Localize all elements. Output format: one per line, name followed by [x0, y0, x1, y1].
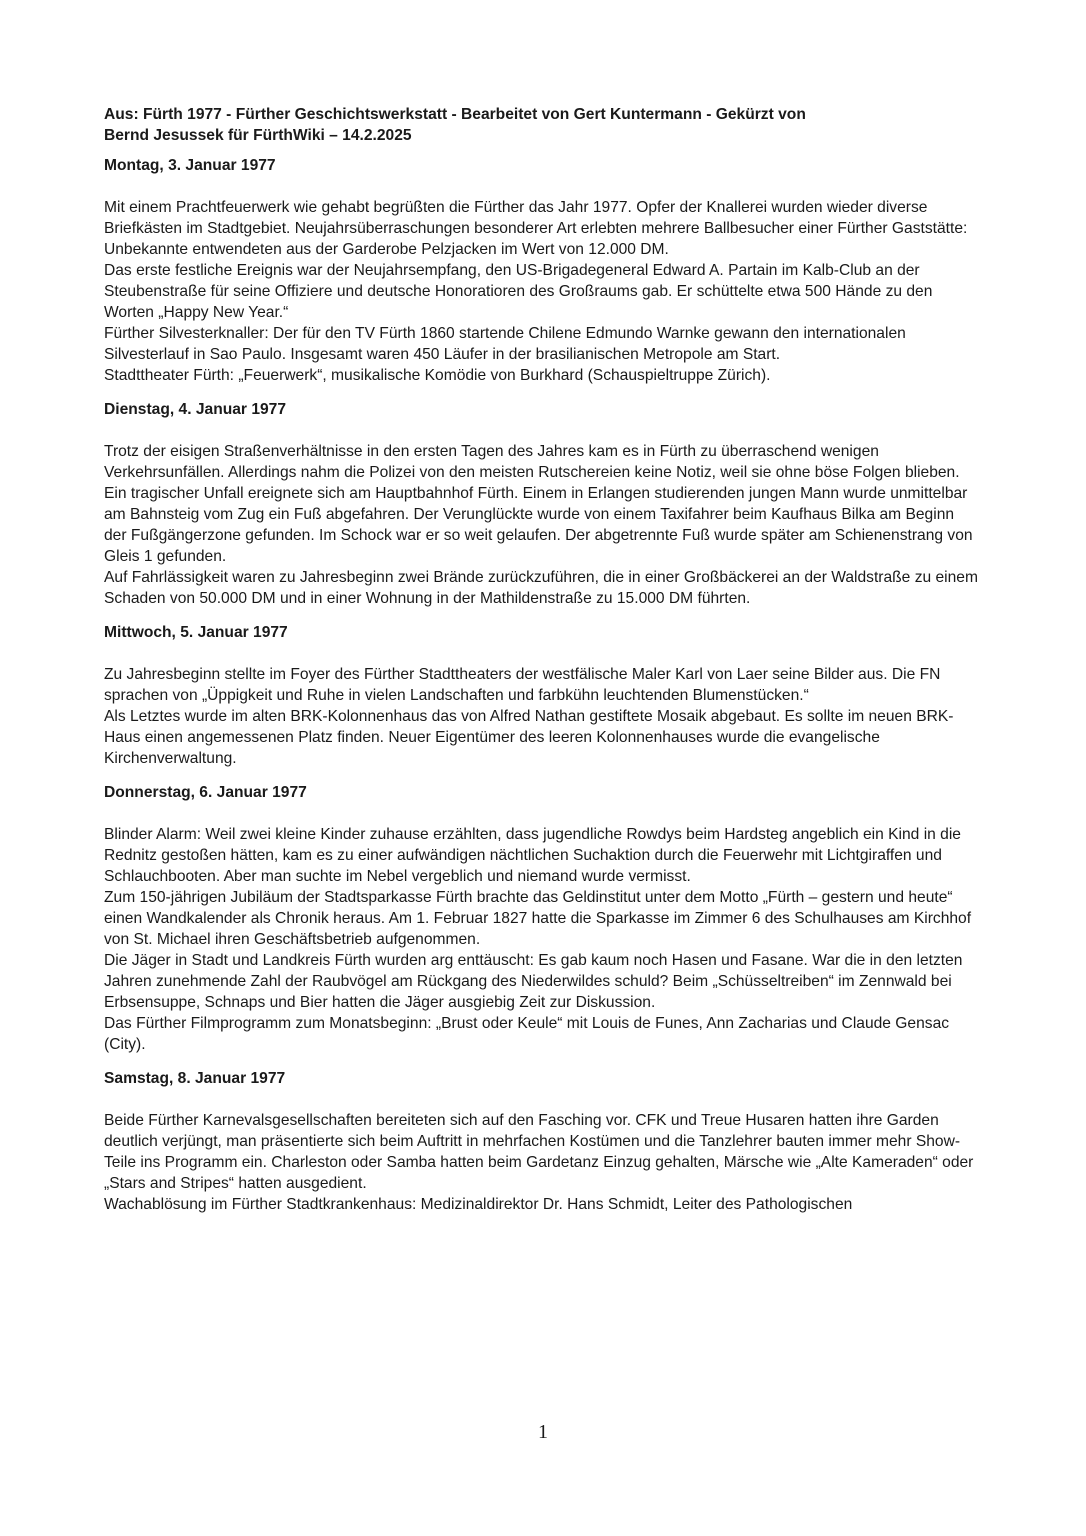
day-heading: Samstag, 8. Januar 1977 [104, 1070, 286, 1087]
paragraph: Auf Fahrlässigkeit waren zu Jahresbeginn zwei Brände zurückzuführen, die in einer Großbäckerei an der Waldstraße zu einem Schaden von 50.000 DM und in einer Wohnung in der Mathildenstraße zu 15.000 DM führten. [104, 569, 978, 607]
document-body [104, 104, 980, 1228]
day-heading: Donnerstag, 6. Januar 1977 [104, 784, 307, 801]
day-heading: Mittwoch, 5. Januar 1977 [104, 624, 288, 641]
paragraph: Beide Fürther Karnevalsgesellschaften bereiteten sich auf den Fasching vor. CFK und Treue Husaren hatten ihre Garden deutlich verjüngt, man präsentierte sich beim Auftritt in mehrfachen Kostümen und die Tanzlehrer bauten immer mehr Show-Teile ins Programm ein. Charleston oder Samba hatten beim Gardetanz Einzug gehalten, Märsche wie „Alte Kameraden“ oder „Stars and Stripes“ hatten ausgedient. [104, 1112, 974, 1192]
paragraph: Mit einem Prachtfeuerwerk wie gehabt begrüßten die Fürther das Jahr 1977. Opfer der Knallerei wurden wieder diverse Briefkästen im Stadtgebiet. Neujahrsüberraschungen besonderer Art erlebten mehrere Ballbesucher einer Fürther Gaststätte: Unbekannte entwendeten aus der Garderobe Pelzjacken im Wert von 12.000 DM. [104, 199, 968, 258]
paragraph: Zum 150-jährigen Jubiläum der Stadtsparkasse Fürth brachte das Geldinstitut unter dem Motto „Fürth – gestern und heute“ einen Wandkalender als Chronik heraus. Am 1. Februar 1827 hatte die Sparkasse im Zimmer 6 des Schulhauses am Kirchhof von St. Michael ihren Geschäftsbetrieb aufgenommen. [104, 889, 972, 948]
paragraph: Ein tragischer Unfall ereignete sich am Hauptbahnhof Fürth. Einem in Erlangen studierenden jungen Mann wurde unmittelbar am Bahnsteig vom Zug ein Fuß abgefahren. Der Verunglückte wurde von einem Taxifahrer beim Kaufhaus Bilka am Beginn der Fußgängerzone gefunden. Im Schock war er so weit gelaufen. Der abgetrennte Fuß wurde später am Schienenstrang von Gleis 1 gefunden. [104, 485, 973, 565]
section-donnerstag [104, 782, 980, 1055]
paragraph: Zu Jahresbeginn stellte im Foyer des Fürther Stadttheaters der westfälische Maler Karl von Laer seine Bilder aus. Die FN sprachen von „Üppigkeit und Ruhe in vielen Landschaften und farbkühn leuchtenden Blumenstücken.“ [104, 666, 941, 704]
paragraph: Die Jäger in Stadt und Landkreis Fürth wurden arg enttäuscht: Es gab kaum noch Hasen und Fasane. War die in den letzten Jahren zunehmende Zahl der Raubvögel am Rückgang des Niederwildes schuld? Beim „Schüsseltreiben“ im Zennwald bei Erbsensuppe, Schnaps und Bier hatten die Jäger ausgiebig Zeit zur Diskussion. [104, 952, 963, 1011]
day-heading: Montag, 3. Januar 1977 [104, 157, 276, 174]
day-heading: Dienstag, 4. Januar 1977 [104, 401, 287, 418]
page-number: 1 [538, 1421, 548, 1443]
section-dienstag [104, 399, 980, 609]
paragraph: Blinder Alarm: Weil zwei kleine Kinder zuhause erzählten, dass jugendliche Rowdys beim Hardsteg angeblich ein Kind in die Rednitz gestoßen hätten, kam es zu einer aufwändigen nächtlichen Suchaktion durch die Feuerwehr mit Lichtgiraffen und Schlauchbooten. Aber man suchte im Nebel vergeblich und niemand wurde vermisst. [104, 826, 961, 885]
section-samstag [104, 1068, 980, 1215]
paragraph: Trotz der eisigen Straßenverhältnisse in den ersten Tagen des Jahres kam es in Fürth zu überraschend wenigen Verkehrsunfällen. Allerdings nahm die Polizei von den meisten Rutschereien keine Notiz, weil sie ohne böse Folgen blieben. [104, 443, 960, 481]
paragraph: Als Letztes wurde im alten BRK-Kolonnenhaus das von Alfred Nathan gestiftete Mosaik abgebaut. Es sollte im neuen BRK-Haus einen angemessenen Platz finden. Neuer Eigentümer des leeren Kolonnenhauses wurde die evangelische Kirchenverwaltung. [104, 708, 954, 767]
section-mittwoch [104, 622, 980, 769]
header-line-1: Aus: Fürth 1977 - Fürther Geschichtswerkstatt - Bearbeitet von Gert Kuntermann - Gekürzt von [104, 106, 806, 123]
paragraph: Stadttheater Fürth: „Feuerwerk“, musikalische Komödie von Burkhard (Schauspieltruppe Zürich). [104, 367, 771, 384]
document-header [104, 104, 980, 146]
section-montag [104, 155, 980, 386]
paragraph: Das Fürther Filmprogramm zum Monatsbeginn: „Brust oder Keule“ mit Louis de Funes, Ann Zacharias und Claude Gensac (City). [104, 1015, 950, 1053]
paragraph: Wachablösung im Fürther Stadtkrankenhaus: Medizinaldirektor Dr. Hans Schmidt, Leiter des Pathologischen [104, 1196, 853, 1213]
paragraph: Fürther Silvesterknaller: Der für den TV Fürth 1860 startende Chilene Edmundo Warnke gewann den internationalen Silvesterlauf in Sao Paulo. Insgesamt waren 450 Läufer in der brasilianischen Metropole am Start. [104, 325, 906, 363]
paragraph: Das erste festliche Ereignis war der Neujahrsempfang, den US-Brigadegeneral Edward A. Partain im Kalb-Club an der Steubenstraße für seine Offiziere und deutsche Honoratioren des Großraums gab. Er schüttelte etwa 500 Hände zu den Worten „Happy New Year.“ [104, 262, 933, 321]
header-line-2: Bernd Jesussek für FürthWiki – 14.2.2025 [104, 127, 412, 144]
